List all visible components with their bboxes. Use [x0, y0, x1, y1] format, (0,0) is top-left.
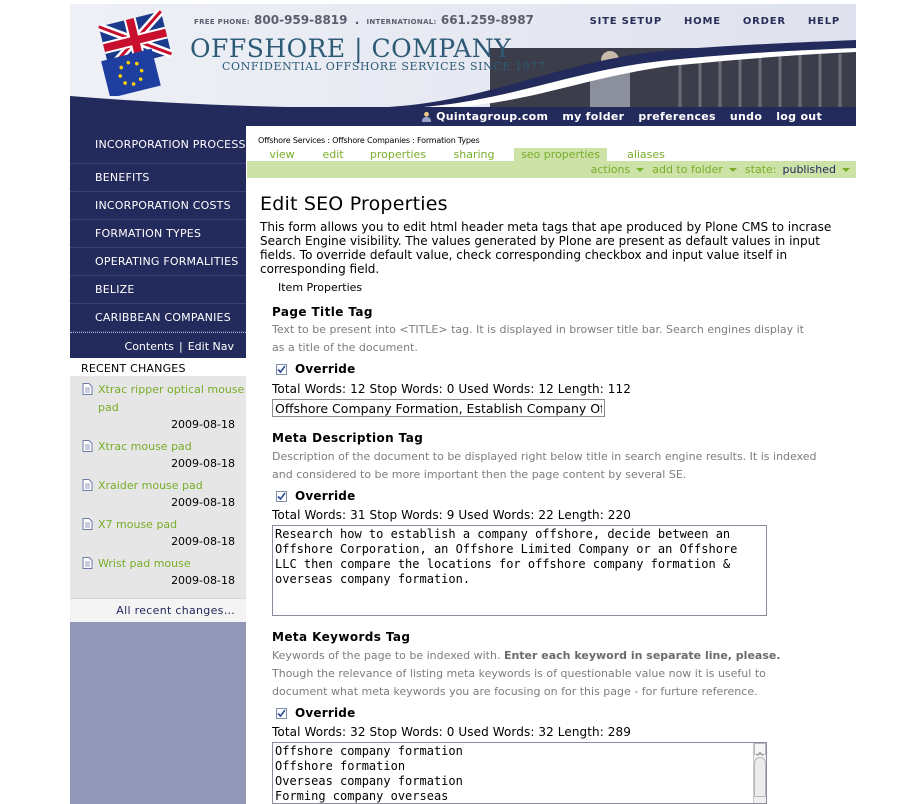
keywords-help-text: Keywords of the page to be indexed with.: [272, 649, 501, 662]
state-menu[interactable]: [745, 163, 850, 176]
home-link[interactable]: HOME: [683, 16, 721, 27]
recent-item-link[interactable]: Wrist pad mouse: [98, 557, 191, 570]
edit-nav-link[interactable]: Edit Nav: [187, 340, 234, 353]
nav-item-benefits[interactable]: BENEFITS: [70, 164, 246, 192]
tab-sharing[interactable]: sharing: [453, 148, 495, 161]
checked-checkbox-icon: [276, 364, 287, 375]
union-eu-flag-logo: [92, 8, 184, 96]
override-label: Override: [295, 362, 356, 376]
state-label: state:: [744, 163, 777, 176]
description-tag-label: Meta Description Tag: [272, 431, 424, 445]
recent-item-date: 2009-08-18: [171, 418, 235, 431]
contents-link[interactable]: Contents: [124, 340, 174, 353]
tab-view[interactable]: view: [269, 148, 295, 161]
document-icon: [82, 479, 93, 491]
dropdown-arrow-icon: [636, 168, 644, 172]
tab-aliases[interactable]: aliases: [627, 148, 665, 161]
free-phone-number: 800-959-8819: [254, 13, 348, 27]
tab-properties[interactable]: properties: [369, 148, 427, 161]
fieldset-legend: Item Properties: [278, 281, 363, 294]
user-name: Quintagroup.com: [436, 110, 549, 123]
recent-item: [70, 472, 246, 511]
recent-item: [70, 550, 246, 589]
override-label: Override: [295, 706, 356, 720]
recent-item-date: 2009-08-18: [171, 496, 235, 509]
content-views-tabs: [247, 148, 856, 162]
main-content: [247, 126, 856, 804]
document-icon: [82, 440, 93, 452]
title-tag-label: Page Title Tag: [272, 305, 373, 319]
actions-menu[interactable]: [591, 163, 645, 176]
nav-footer-separator: |: [179, 340, 183, 353]
user-link[interactable]: [421, 110, 548, 123]
keywords-tag-stats: Total Words: 32 Stop Words: 0 Used Words: 32 Length: 289: [272, 725, 632, 739]
recent-item-date: 2009-08-18: [171, 457, 235, 470]
description-tag-stats: Total Words: 31 Stop Words: 9 Used Words: 22 Length: 220: [272, 508, 632, 522]
keywords-override-checkbox[interactable]: [276, 706, 355, 720]
recent-item-link[interactable]: Xraider mouse pad: [98, 479, 203, 492]
recent-item-link[interactable]: Xtrac mouse pad: [98, 440, 192, 453]
site-header: [70, 4, 856, 108]
checked-checkbox-icon: [276, 491, 287, 502]
content-actions-bar: [247, 161, 856, 178]
order-link[interactable]: ORDER: [742, 16, 786, 27]
international-phone-number: 661.259-8987: [440, 13, 534, 27]
free-phone-label: FREE PHONE:: [194, 18, 250, 26]
user-icon: [421, 111, 432, 122]
title-override-checkbox[interactable]: [276, 362, 355, 376]
site-actions: [590, 16, 840, 27]
page-intro: This form allows you to edit html header meta tags that ape produced by Plone CMS to incrase Search Engine visibility. The values generated by Plone are present as default values in input fields. To override default value, check corresponding checkbox and input value itself in corresponding field.: [260, 220, 832, 276]
preferences-link[interactable]: preferences: [638, 110, 716, 123]
scrollbar-thumb[interactable]: [754, 757, 766, 797]
nav-item-operating-formalities[interactable]: OPERATING FORMALITIES: [70, 248, 246, 276]
title-tag-input[interactable]: [272, 399, 605, 417]
nav-item-caribbean-companies[interactable]: CARIBBEAN COMPANIES: [70, 304, 246, 332]
nav-footer: [70, 332, 246, 360]
left-navigation: [70, 126, 246, 360]
actions-label: actions: [590, 163, 631, 176]
scroll-up-arrow-icon[interactable]: [754, 743, 766, 755]
keywords-field-wrapper: [272, 742, 767, 804]
recent-item-link[interactable]: Xtrac ripper optical mouse pad: [98, 383, 245, 414]
tab-edit[interactable]: edit: [322, 148, 344, 161]
document-icon: [82, 557, 93, 569]
nav-item-incorporation-process[interactable]: INCORPORATION PROCESS: [70, 126, 246, 164]
document-icon: [82, 383, 93, 395]
help-link[interactable]: HELP: [807, 16, 840, 27]
log-out-link[interactable]: log out: [776, 110, 822, 123]
dropdown-arrow-icon: [729, 168, 737, 172]
nav-item-incorporation-costs[interactable]: INCORPORATION COSTS: [70, 192, 246, 220]
brand-name: OFFSHORE | COMPANY: [190, 34, 512, 63]
all-recent-changes-link[interactable]: All recent changes…: [116, 604, 235, 617]
keywords-scrollbar[interactable]: [753, 743, 766, 803]
recent-item-link[interactable]: X7 mouse pad: [98, 518, 178, 531]
keywords-tag-label: Meta Keywords Tag: [272, 630, 411, 644]
recent-item: [70, 376, 246, 433]
keywords-tag-help: [272, 647, 817, 701]
keywords-tag-textarea[interactable]: [272, 742, 767, 804]
dropdown-arrow-icon: [842, 168, 850, 172]
phone-numbers: FREE PHONE: 800-959-8819 . INTERNATIONAL: 661.259-8987: [194, 13, 534, 27]
checked-checkbox-icon: [276, 708, 287, 719]
recent-changes-portlet: [70, 358, 246, 622]
brand-tagline: CONFIDENTIAL OFFSHORE SERVICES SINCE 1977: [222, 60, 546, 73]
document-icon: [82, 518, 93, 530]
nav-item-formation-types[interactable]: FORMATION TYPES: [70, 220, 246, 248]
breadcrumb: Offshore Services : Offshore Companies : Formation Types: [258, 136, 480, 145]
description-tag-textarea[interactable]: [272, 525, 767, 616]
add-to-folder-label: add to folder: [652, 163, 723, 176]
page-title: Edit SEO Properties: [260, 193, 448, 215]
recent-item-date: 2009-08-18: [171, 574, 235, 587]
left-column-filler: [70, 622, 246, 804]
title-tag-help: Text to be present into <TITLE> tag. It is displayed in browser title bar. Search engines display it as a title of the document.: [272, 323, 804, 354]
international-label: INTERNATIONAL:: [366, 18, 437, 26]
description-override-checkbox[interactable]: [276, 489, 355, 503]
keywords-help-emphasis: Enter each keyword in separate line, please.: [503, 649, 781, 662]
recent-changes-footer: [70, 598, 246, 622]
tab-seo-properties[interactable]: seo properties: [514, 148, 607, 162]
override-label: Override: [295, 489, 356, 503]
recent-changes-title: RECENT CHANGES: [70, 358, 246, 376]
personal-bar: [70, 107, 856, 126]
nav-item-belize[interactable]: BELIZE: [70, 276, 246, 304]
my-folder-link[interactable]: my folder: [562, 110, 625, 123]
keywords-help-text-continued: Though the relevance of listing meta keywords is of questionable value now it is useful to document what meta keywords you are focusing on for this page - for furture reference.: [272, 667, 766, 698]
add-to-folder-menu[interactable]: [652, 163, 737, 176]
title-tag-stats: Total Words: 12 Stop Words: 0 Used Words: 12 Length: 112: [272, 382, 632, 396]
undo-link[interactable]: undo: [729, 110, 763, 123]
recent-item: [70, 511, 246, 550]
description-tag-help: Description of the document to be displayed right below title in search engine results. It is indexed and considered to be more important then the page content by several SE.: [272, 450, 817, 481]
recent-item-date: 2009-08-18: [171, 535, 235, 548]
recent-item: [70, 433, 246, 472]
state-value: published: [782, 163, 836, 176]
site-setup-link[interactable]: SITE SETUP: [589, 16, 662, 27]
